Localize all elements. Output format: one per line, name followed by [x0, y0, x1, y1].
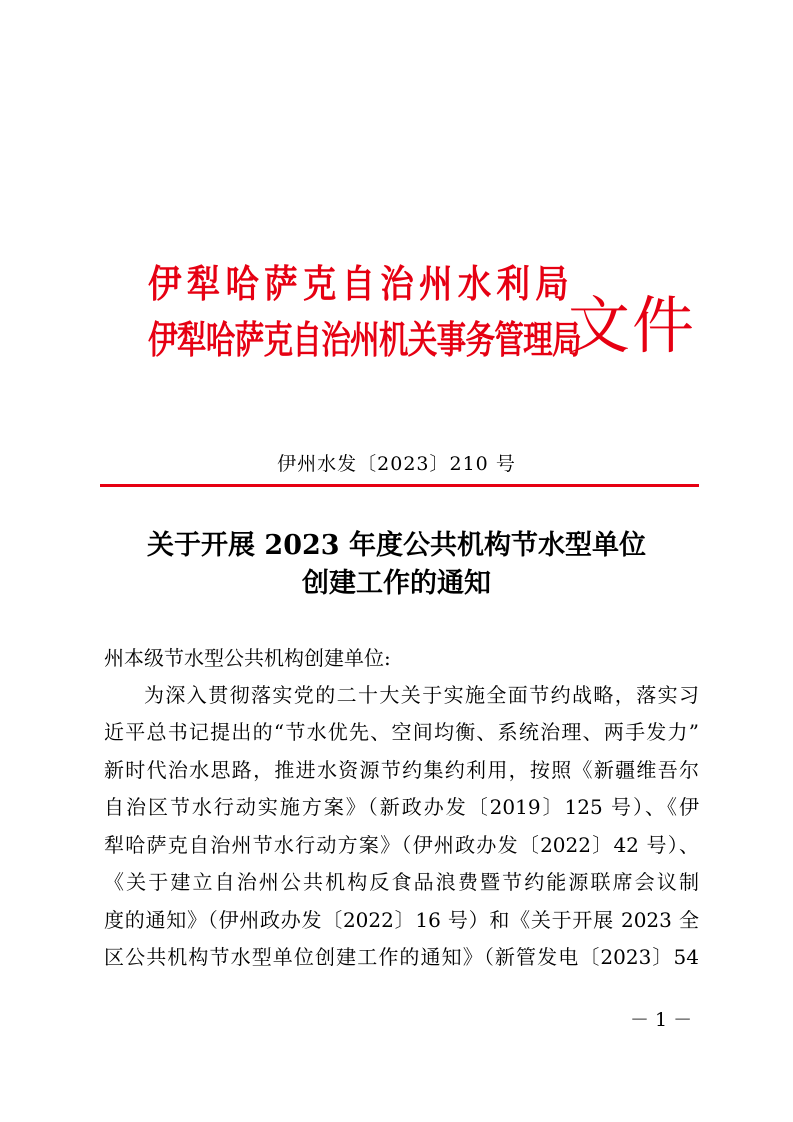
document-header-word: 文件 — [568, 289, 697, 362]
body-line: 度的通知》（伊州政办发〔2022〕16 号）和《关于开展 2023 全 — [104, 908, 699, 932]
document-title-line-2: 创建工作的通知 — [302, 568, 491, 599]
body-line: 犁哈萨克自治州节水行动方案》（伊州政办发〔2022〕42 号）、 — [104, 833, 699, 857]
body-line: 新时代治水思路，推进水资源节约集约利用，按照《新疆维吾尔 — [104, 758, 699, 782]
body-line: 近平总书记提出的“节水优先、空间均衡、系统治理、两手发力” — [104, 720, 699, 744]
body-line: 自治区节水行动实施方案》（新政办发〔2019〕125 号）、《伊 — [104, 795, 699, 819]
issuing-org-line-2: 伊犁哈萨克自治州机关事务管理局 — [148, 318, 581, 362]
document-title-line-1: 关于开展 2023 年度公共机构节水型单位 — [147, 530, 646, 561]
body-line: 区公共机构节水型单位创建工作的通知》（新管发电〔2023〕54 — [104, 945, 699, 969]
body-line: 为深入贯彻落实党的二十大关于实施全面节约战略，落实习 — [144, 683, 699, 707]
red-divider-line — [100, 484, 699, 487]
body-line: 《关于建立自治州公共机构反食品浪费暨节约能源联席会议制 — [104, 870, 699, 894]
salutation: 州本级节水型公共机构创建单位: — [104, 646, 391, 670]
document-number: 伊州水发〔2023〕210 号 — [277, 453, 516, 475]
issuing-org-line-1: 伊犁哈萨克自治州水利局 — [148, 262, 574, 306]
page-number: － 1 － — [630, 1009, 693, 1031]
